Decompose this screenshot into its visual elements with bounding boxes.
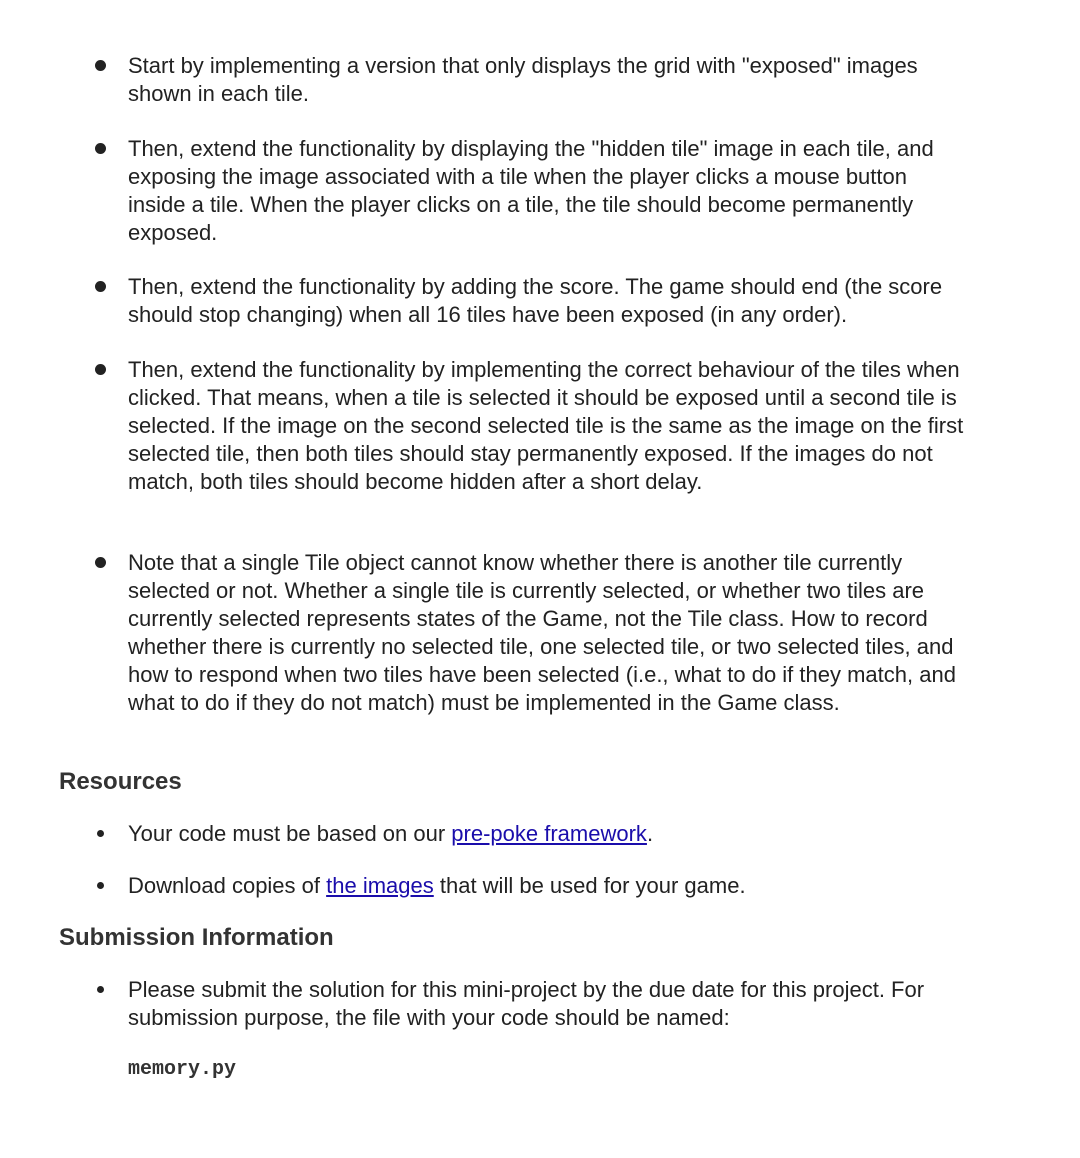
- bullet-icon: [95, 143, 106, 154]
- task-bullet-2: [128, 135, 968, 247]
- submission-text: Please submit the solution for this mini-project by the due date for this project. For submission purpose, the file with your code should be named:: [128, 977, 925, 1030]
- task-text-4: Then, extend the functionality by implementing the correct behaviour of the tiles when clicked. That means, when a tile is selected it should be exposed until a second tile is selected. If the image on the second selected tile is the same as the image on the first selected tile, then both tiles should stay permanently exposed. If the images do not match, both tiles should become hidden after a short delay.: [128, 357, 964, 494]
- pre-poke-framework-link[interactable]: pre-poke framework: [451, 821, 647, 846]
- task-bullet-1: [128, 52, 968, 108]
- task-text-2: Then, extend the functionality by displaying the "hidden tile" image in each tile, and exposing the image associated with a tile when the player clicks a mouse button inside a tile. When the player clicks on a tile, the tile should become permanently exposed.: [128, 136, 934, 245]
- resource-text-end: that will be used for your game.: [433, 873, 746, 898]
- task-text-3: Then, extend the functionality by adding the score. The game should end (the score should stop changing) when all 16 tiles have been exposed (in any order).: [128, 274, 943, 327]
- resources-heading: Resources: [59, 768, 182, 795]
- images-link[interactable]: the images: [326, 873, 434, 898]
- submission-filename: memory.py: [128, 1058, 237, 1081]
- bullet-icon: [97, 986, 104, 993]
- task-text-5: Note that a single Tile object cannot know whether there is another tile currently selected or not. Whether a single tile is currently selected, or whether two tiles are currently selected represents states of the Game, not the Tile class. How to record whether there is currently no selected tile, one selected tile, or two selected tiles, and how to respond when two tiles have been selected (i.e., what to do if they match, and what to do if they do not match) must be implemented in the Game class.: [128, 550, 956, 715]
- bullet-icon: [95, 281, 106, 292]
- task-bullet-3: [128, 273, 968, 329]
- resource-item-images: [128, 872, 968, 900]
- resource-text: Download copies of: [128, 873, 327, 898]
- resource-text-end: .: [646, 821, 654, 846]
- resource-item-framework: [128, 820, 968, 848]
- bullet-icon: [95, 60, 106, 71]
- bullet-icon: [97, 882, 104, 889]
- bullet-icon: [95, 557, 106, 568]
- submission-item: [128, 976, 968, 1032]
- resource-text: Your code must be based on our: [128, 821, 452, 846]
- task-bullet-5: [128, 549, 968, 717]
- submission-heading: Submission Information: [59, 924, 334, 951]
- task-text-1: Start by implementing a version that only displays the grid with "exposed" images shown in each tile.: [128, 53, 918, 106]
- bullet-icon: [97, 830, 104, 837]
- task-bullet-4: [128, 356, 968, 496]
- bullet-icon: [95, 364, 106, 375]
